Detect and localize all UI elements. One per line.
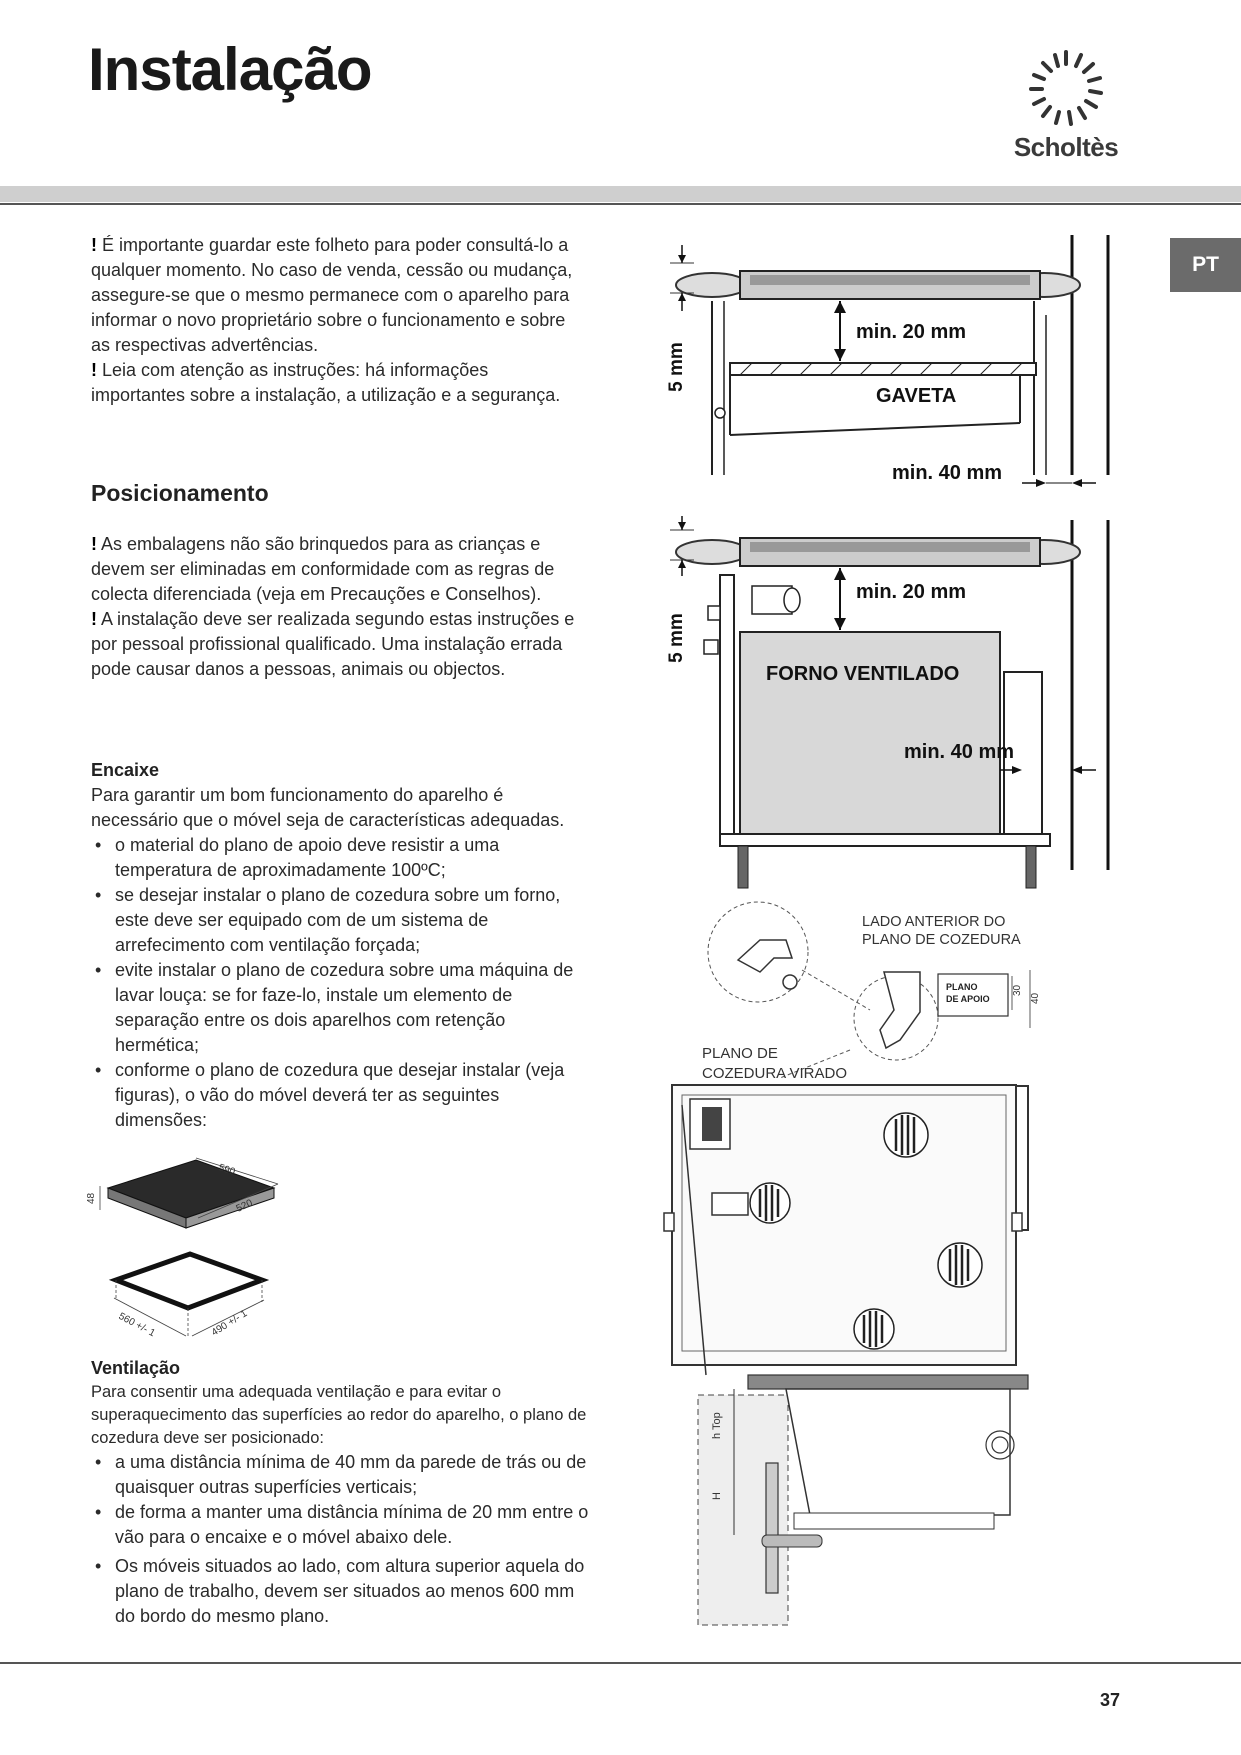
plano-line1: PLANO DE	[702, 1045, 778, 1062]
dim-40: 40	[1030, 992, 1041, 1004]
list-item: • o material do plano de apoio deve resistir a uma temperatura de aproximadamente 100ºC;	[91, 833, 591, 883]
ventilacao-intro: Para consentir uma adequada ventilação e para evitar o superaquecimento das superfícies ao redor do aparelho, o plano de cozedura deve ser posicionado:	[91, 1383, 587, 1447]
dim-h: H	[711, 1492, 723, 1500]
list-item: • de forma a manter uma distância mínima de 20 mm entre o vão para o encaixe e o móvel abaixo dele.	[91, 1500, 591, 1550]
hob-cross-section	[690, 1375, 1030, 1625]
ventilacao-heading: Ventilação	[91, 1358, 181, 1378]
dim-htop: h Top	[711, 1412, 723, 1439]
drawer-min20-label: min. 20 mm	[856, 321, 967, 343]
header-divider	[0, 203, 1241, 205]
list-item: • se desejar instalar o plano de cozedura sobre um forno, este deve ser equipado com de um sistema de arrefecimento com ventilação forçada;	[91, 883, 591, 958]
encaixe-section	[91, 783, 591, 1133]
positioning-section	[91, 532, 581, 682]
ventilacao-list	[91, 1450, 591, 1629]
positioning-heading: Posicionamento	[91, 480, 269, 506]
intro-paragraph-2: ! Leia com atenção as instruções: há informações importantes sobre a instalação, a utilização e a segurança.	[91, 360, 561, 405]
cutout-dimension-figure	[88, 1150, 328, 1350]
brand-name: Scholtès	[1013, 132, 1119, 162]
lado-line1: LADO ANTERIOR DO	[862, 914, 1006, 930]
oven-5mm-label: 5 mm	[666, 613, 687, 663]
lado-line2: PLANO DE COZEDURA	[862, 932, 1021, 948]
drawer-min40-label: min. 40 mm	[892, 462, 1003, 484]
hob-underside-plan	[660, 1085, 1040, 1370]
plano-line2: COZEDURA VIRADO	[702, 1065, 848, 1082]
encaixe-list	[91, 833, 591, 1133]
dim-48: 48	[86, 1192, 97, 1204]
footer-divider	[0, 1662, 1241, 1664]
apoio-line2: DE APOIO	[946, 994, 990, 1004]
positioning-paragraph-1: ! As embalagens não são brinquedos para as crianças e devem ser eliminadas em conformidade com as regras de colecta diferenciada (veja em Precauções e Conselhos).	[91, 534, 555, 604]
apoio-line1: PLANO	[946, 982, 978, 992]
drawer-5mm-label: 5 mm	[666, 342, 687, 392]
page-number: 37	[1100, 1690, 1121, 1710]
oven-min20-label: min. 20 mm	[856, 581, 967, 603]
dim-490: 490 +/- 1	[209, 1308, 250, 1339]
intro-section	[91, 233, 581, 408]
sun-logo-icon	[1010, 48, 1122, 132]
oven-min40-label: min. 40 mm	[904, 741, 1015, 763]
ventilacao-section	[91, 1381, 591, 1629]
encaixe-intro: Para garantir um bom funcionamento do aparelho é necessário que o móvel seja de características adequadas.	[91, 785, 565, 830]
language-tab[interactable]: PT	[1170, 238, 1241, 292]
dim-30: 30	[1012, 984, 1023, 996]
brand-logo	[1010, 48, 1150, 168]
page-title: Instalação	[88, 36, 372, 103]
positioning-paragraph-2: ! A instalação deve ser realizada segundo estas instruções e por pessoal profissional qualificado. Uma instalação errada pode causar danos a pessoas, animais ou objectos.	[91, 609, 575, 679]
cutout-frame	[116, 1254, 262, 1308]
list-item: • evite instalar o plano de cozedura sobre uma máquina de lavar louça: se for faze-lo, instale um elemento de separação entre os dois aparelhos com retenção hermética;	[91, 958, 591, 1058]
dim-590: 590	[217, 1162, 237, 1179]
encaixe-heading: Encaixe	[91, 760, 160, 780]
list-item: • Os móveis situados ao lado, com altura superior aquela do plano de trabalho, devem ser situados ao menos 600 mm do bordo do mesmo plano.	[91, 1554, 591, 1629]
drawer-clearance-diagram	[660, 235, 1120, 505]
dim-520: 520	[234, 1197, 255, 1215]
oven-forno-label: FORNO VENTILADO	[766, 663, 960, 685]
header-band	[0, 186, 1241, 202]
list-item: • conforme o plano de cozedura que desejar instalar (veja figuras), o vão do móvel deverá ter as seguintes dimensões:	[91, 1058, 591, 1133]
list-item: • a uma distância mínima de 40 mm da parede de trás ou de quaisquer outras superfícies verticais;	[91, 1450, 591, 1500]
oven-clearance-diagram	[660, 520, 1120, 875]
drawer-gaveta-label: GAVETA	[876, 385, 957, 407]
dim-560: 560 +/- 1	[116, 1310, 157, 1340]
intro-paragraph-1: ! É importante guardar este folheto para poder consultá-lo a qualquer momento. No caso de venda, cessão ou mudança, assegure-se que o mesmo permanece com o aparelho para informar o novo proprietário sobre o funcionamento e sobre as respectivas advertências.	[91, 235, 573, 355]
